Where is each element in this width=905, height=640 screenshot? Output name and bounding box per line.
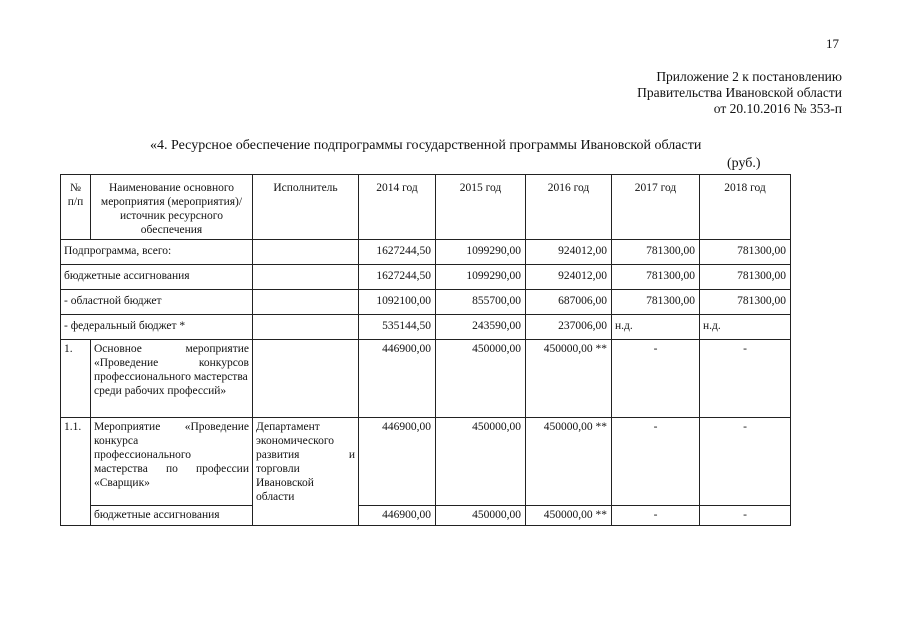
executor-line: области <box>256 491 295 503</box>
value-2015: 450000,00 <box>436 506 526 526</box>
row-label: бюджетные ассигнования <box>91 506 253 526</box>
row-label: - федеральный бюджет * <box>61 315 253 340</box>
appendix-line-3: от 20.10.2016 № 353-п <box>713 101 842 116</box>
executor-cell <box>253 315 359 340</box>
units-label: (руб.) <box>727 156 761 171</box>
event-name-word: Основное <box>94 343 142 355</box>
value-2015: 1099290,00 <box>436 265 526 290</box>
value-2015: 1099290,00 <box>436 240 526 265</box>
event-name-rest: профессионального мастерства среди рабочих профессий» <box>94 371 248 397</box>
value-2017: н.д. <box>612 315 700 340</box>
executor-line: торговли <box>256 463 300 475</box>
event-name-word: мероприятие <box>185 343 249 355</box>
event-name-word: конкурсов <box>198 357 249 369</box>
table-row-sub-event-budget <box>61 506 791 526</box>
value-2018: н.д. <box>700 315 791 340</box>
value-2018: - <box>700 340 791 418</box>
header-no: № п/п <box>61 175 91 240</box>
value-2017: - <box>612 418 700 506</box>
value-2014: 1092100,00 <box>359 290 436 315</box>
event-name-line: конкурса <box>94 435 139 447</box>
value-2018: - <box>700 418 791 506</box>
value-2016: 924012,00 <box>526 240 612 265</box>
event-name <box>91 418 253 506</box>
executor-line: Департамент <box>256 421 320 433</box>
value-2014: 446900,00 <box>359 506 436 526</box>
value-2018: 781300,00 <box>700 290 791 315</box>
value-2016: 687006,00 <box>526 290 612 315</box>
table-row-federal-budget <box>61 315 791 340</box>
appendix-line-1: Приложение 2 к постановлению <box>656 69 842 84</box>
appendix-line-2: Правительства Ивановской области <box>637 85 842 100</box>
value-2014: 446900,00 <box>359 340 436 418</box>
value-2017: 781300,00 <box>612 265 700 290</box>
event-name-line: профессионального <box>94 449 192 461</box>
executor-cell <box>253 290 359 315</box>
event-name-word: Мероприятие <box>94 421 161 433</box>
value-2016: 924012,00 <box>526 265 612 290</box>
value-2014: 1627244,50 <box>359 265 436 290</box>
page-number: 17 <box>826 36 839 51</box>
executor-line: Ивановской <box>256 477 314 489</box>
row-label: бюджетные ассигнования <box>61 265 253 290</box>
event-name-word: «Проведение <box>94 357 159 369</box>
value-2015: 855700,00 <box>436 290 526 315</box>
table-row-regional-budget <box>61 290 791 315</box>
event-name-word: мастерства <box>94 463 148 475</box>
table-row-subprogram-total <box>61 240 791 265</box>
executor-cell <box>253 418 359 526</box>
row-number: 1.1. <box>61 418 91 526</box>
header-2014: 2014 год <box>359 175 436 240</box>
value-2015: 450000,00 <box>436 418 526 506</box>
value-2017: 781300,00 <box>612 240 700 265</box>
value-2017: 781300,00 <box>612 290 700 315</box>
row-label: Подпрограмма, всего: <box>61 240 253 265</box>
value-2015: 450000,00 <box>436 340 526 418</box>
document-title: «4. Ресурсное обеспечение подпрограммы государственной программы Ивановской области <box>150 138 702 153</box>
table-row-sub-event <box>61 418 791 506</box>
executor-cell <box>253 265 359 290</box>
value-2014: 446900,00 <box>359 418 436 506</box>
table-row-main-event <box>61 340 791 418</box>
value-2016: 450000,00 ** <box>526 506 612 526</box>
value-2014: 535144,50 <box>359 315 436 340</box>
row-label: - областной бюджет <box>61 290 253 315</box>
header-2018: 2018 год <box>700 175 791 240</box>
table-row-budget-allocations <box>61 265 791 290</box>
value-2018: - <box>700 506 791 526</box>
executor-cell <box>253 240 359 265</box>
resource-table <box>60 174 791 526</box>
value-2016: 450000,00 ** <box>526 340 612 418</box>
value-2016: 450000,00 ** <box>526 418 612 506</box>
header-2015: 2015 год <box>436 175 526 240</box>
event-name-word: профессии <box>195 463 249 475</box>
value-2017: - <box>612 340 700 418</box>
appendix-header <box>512 69 842 117</box>
executor-line: экономического <box>256 435 335 447</box>
event-name <box>91 340 253 418</box>
header-executor: Исполнитель <box>253 175 359 240</box>
executor-word: и <box>348 449 355 461</box>
value-2018: 781300,00 <box>700 265 791 290</box>
value-2016: 237006,00 <box>526 315 612 340</box>
row-number: 1. <box>61 340 91 418</box>
event-name-line: «Сварщик» <box>94 477 150 489</box>
value-2018: 781300,00 <box>700 240 791 265</box>
header-2016: 2016 год <box>526 175 612 240</box>
value-2014: 1627244,50 <box>359 240 436 265</box>
event-name-word: по <box>165 463 178 475</box>
header-row <box>61 175 791 240</box>
value-2015: 243590,00 <box>436 315 526 340</box>
executor-word: развития <box>256 449 300 461</box>
value-2017: - <box>612 506 700 526</box>
event-name-word: «Проведение <box>184 421 249 433</box>
header-name: Наименование основного мероприятия (мероприятия)/источник ресурсного обеспечения <box>91 175 253 240</box>
executor-cell <box>253 340 359 418</box>
header-2017: 2017 год <box>612 175 700 240</box>
